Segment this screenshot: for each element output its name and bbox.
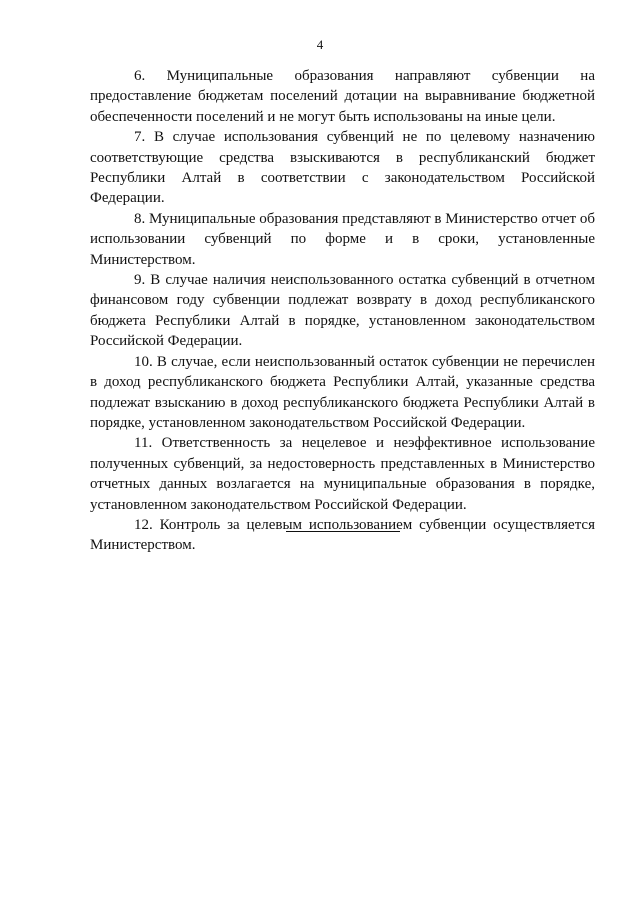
page-number: 4 bbox=[316, 37, 324, 52]
paragraph-10: 10. В случае, если неиспользованный остаток субвенции не перечислен в доход республиканского бюджета Республики Алтай, указанные средства подлежат взысканию в доход республиканского бюджета Республики Алтай в порядке, установленном законодательством Российской Федерации. bbox=[90, 353, 595, 431]
paragraph-9: 9. В случае наличия неиспользованного остатка субвенций в отчетном финансовом году субвенции подлежат возврату в доход республиканского бюджета Республики Алтай в порядке, установленном законодательством Российской Федерации. bbox=[90, 272, 595, 350]
closing-divider bbox=[286, 531, 400, 532]
paragraph-12: 12. Контроль за целевым использованием субвенции осуществляется Министерством. bbox=[90, 516, 595, 554]
paragraph-7: 7. В случае использования субвенций не по целевому назначению соответствующие средства взыскиваются в республиканский бюджет Республики Алтай в соответствии с законодательством Российской Федерации. bbox=[90, 129, 595, 207]
document-body bbox=[90, 66, 595, 556]
paragraph-11: 11. Ответственность за нецелевое и неэффективное использование полученных субвенций, за недостоверность представленных в Министерство отчетных данных возлагается на муниципальные образования в порядке, установленном законодательством Российской Федерации. bbox=[90, 435, 595, 513]
paragraph-6: 6. Муниципальные образования направляют субвенции на предоставление бюджетам поселений дотации на выравнивание бюджетной обеспеченности поселений и не могут быть использованы на иные цели. bbox=[90, 68, 595, 125]
paragraph-8: 8. Муниципальные образования представляют в Министерство отчет об использовании субвенций по форме и в сроки, установленные Министерством. bbox=[90, 210, 595, 268]
